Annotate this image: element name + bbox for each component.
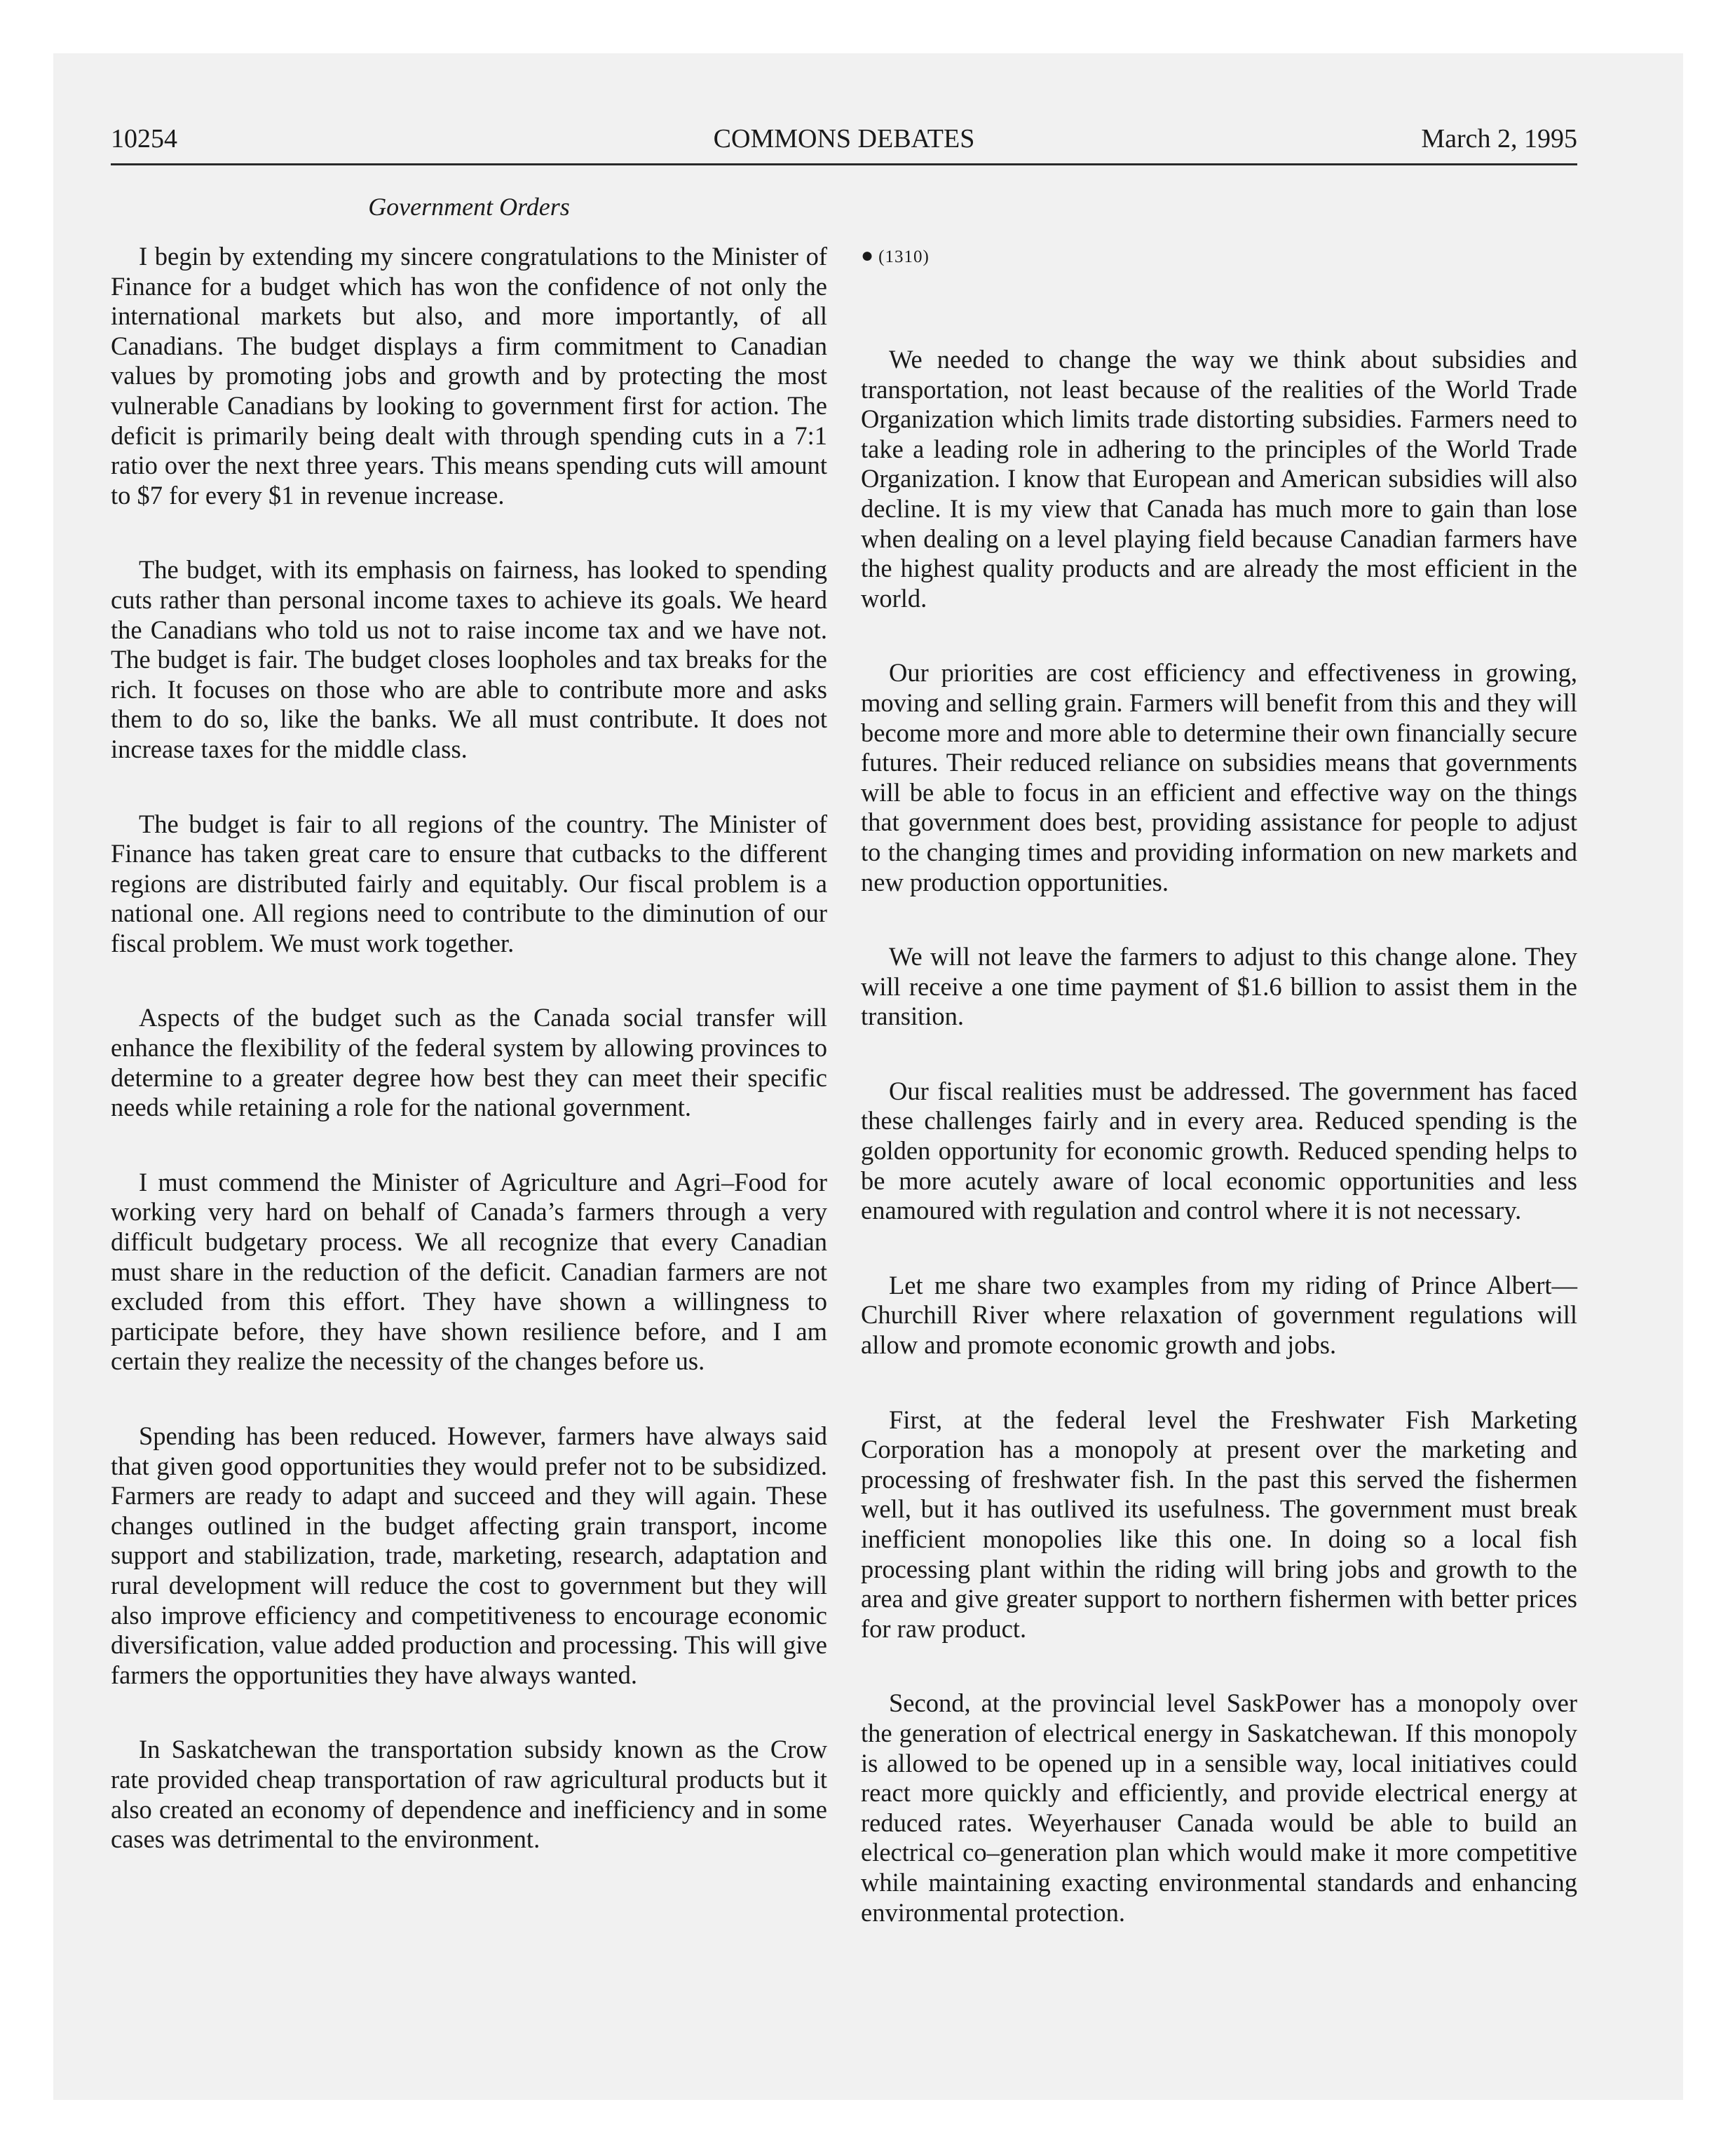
running-header xyxy=(111,116,1577,161)
paragraph: The budget, with its emphasis on fairness, has looked to spending cuts rather than personal income taxes to achieve its goals. We heard the Canadians who told us not to raise income tax and we have not. The budget is fair. The budget closes loopholes and tax breaks for the rich. It focuses on those who are able to contribute more and asks them to do so, like the banks. We all must contribute. It does not increase taxes for the middle class. xyxy=(111,555,827,763)
paragraph: Aspects of the budget such as the Canada social transfer will enhance the flexibility of the federal system by allowing provinces to determine to a greater degree how best they can meet their specific needs while retaining a role for the national government. xyxy=(111,1003,827,1122)
left-column xyxy=(111,242,827,1899)
paragraph: First, at the federal level the Freshwater Fish Marketing Corporation has a monopoly at present over the marketing and processing of freshwater fish. In the past this served the fishermen well, but it has outlived its usefulness. The government must break inefficient monopolies like this one. In doing so a local fish processing plant within the riding will bring jobs and growth to the area and give greater support to northern fishermen with better prices for raw product. xyxy=(861,1405,1577,1643)
paragraph: I begin by extending my sincere congratulations to the Minister of Finance for a budget which has won the confidence of not only the international markets but also, and more importantly, of all Canadians. The budget displays a firm commitment to Canadian values by promoting jobs and growth and by protecting the most vulnerable Canadians by looking to government first for action. The deficit is primarily being dealt with through spending cuts in a 7:1 ratio over the next three years. This means spending cuts will amount to $7 for every $1 in revenue increase. xyxy=(111,242,827,510)
bullet-icon: ● xyxy=(861,244,875,267)
paragraph: Our priorities are cost efficiency and effectiveness in growing, moving and selling grain. Farmers will benefit from this and they will become more and more able to determine their own financially secure futures. Their reduced reliance on subsidies means that governments will be able to focus in an efficient and effective way on the things that government does best, providing assistance for people to adjust to the changing times and providing information on new markets and new production opportunities. xyxy=(861,658,1577,896)
paragraph: We will not leave the farmers to adjust to this change alone. They will receive a one time payment of $1.6 billion to assist them in the transition. xyxy=(861,942,1577,1031)
paragraph: We needed to change the way we think about subsidies and transportation, not least because of the realities of the World Trade Organization which limits trade distorting subsidies. Farmers need to take a leading role in adhering to the principles of the World Trade Organization. I know that European and American subsidies will also decline. It is my view that Canada has much more to gain than lose when dealing on a level playing field because Canadian farmers have the highest quality products and are already the most efficient in the world. xyxy=(861,345,1577,613)
page-number: 10254 xyxy=(111,124,177,153)
time-stamp: (1310) xyxy=(878,247,930,266)
paragraph: I must commend the Minister of Agriculture and Agri–Food for working very hard on behalf of Canada’s farmers through a very difficult budgetary process. We all recognize that every Canadian must share in the reduction of the deficit. Canadian farmers are not excluded from this effort. They have shown a willingness to participate before, they have shown resilience before, and I am certain they realize the necessity of the changes before us. xyxy=(111,1167,827,1376)
paragraph: In Saskatchewan the transportation subsidy known as the Crow rate provided cheap transportation of raw agricultural products but it also created an economy of dependence and inefficiency and in some cases was detrimental to the environment. xyxy=(111,1735,827,1854)
issue-date: March 2, 1995 xyxy=(1421,124,1577,153)
time-marker xyxy=(861,242,1577,271)
publication-title: COMMONS DEBATES xyxy=(713,124,975,153)
paragraph: Let me share two examples from my riding of Prince Albert—Churchill River where relaxation of government regulations will allow and promote economic growth and jobs. xyxy=(861,1270,1577,1360)
paragraph: The budget is fair to all regions of the country. The Minister of Finance has taken great care to ensure that cutbacks to the different regions are distributed fairly and equitably. Our fiscal problem is a national one. All regions need to contribute to the diminution of our fiscal problem. We must work together. xyxy=(111,809,827,957)
paragraph: Our fiscal realities must be addressed. The government has faced these challenges fairly and in every area. Reduced spending is the golden opportunity for economic growth. Reduced spending helps to be more acutely aware of local economic opportunities and less enamoured with regulation and control where it is not necessary. xyxy=(861,1076,1577,1225)
right-column xyxy=(861,242,1577,1972)
section-title: Government Orders xyxy=(368,193,570,221)
paragraph: Spending has been reduced. However, farmers have always said that given good opportunities they would prefer not to be subsidized. Farmers are ready to adapt and succeed and they will again. These changes outlined in the budget affecting grain transport, income support and stabilization, trade, marketing, research, adaptation and rural development will reduce the cost to government but they will also improve efficiency and competitiveness to encourage economic diversification, value added production and processing. This will give farmers the opportunities they have always wanted. xyxy=(111,1421,827,1689)
paragraph: Second, at the provincial level SaskPower has a monopoly over the generation of electrical energy in Saskatchewan. If this monopoly is allowed to be opened up in a sensible way, local initiatives could react more quickly and efficiently, and provide electrical energy at reduced rates. Weyerhauser Canada would be able to build an electrical co–generation plan which would make it more competitive while maintaining exacting environmental standards and enhancing environmental protection. xyxy=(861,1688,1577,1927)
header-rule xyxy=(111,163,1577,165)
